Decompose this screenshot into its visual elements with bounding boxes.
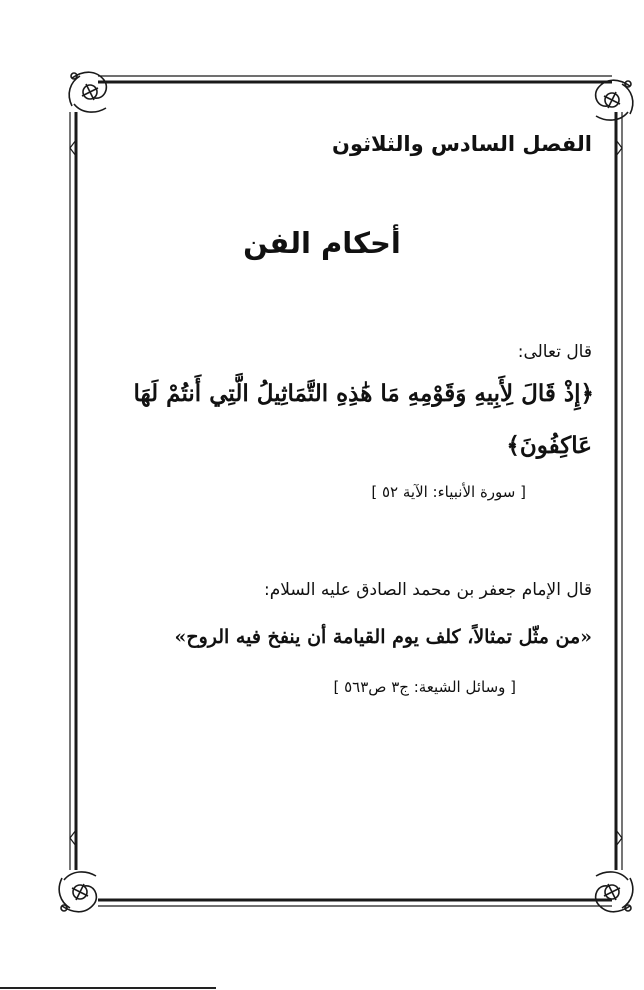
quran-verse-line-1: ﴿إِذْ قَالَ لِأَبِيهِ وَقَوْمِهِ مَا هَٰذِهِ التَّمَاثِيلُ الَّتِي أَنتُمْ لَهَا: [133, 380, 594, 407]
chapter-heading: الفصل السادس والثلاثون: [332, 132, 592, 156]
ornament-top-right-icon: [596, 80, 633, 120]
ornament-bottom-left-icon: [59, 872, 96, 912]
page-title: أحكام الفن: [243, 226, 401, 260]
ornament-top-left-icon: [69, 72, 106, 112]
hadith-intro: قال الإمام جعفر بن محمد الصادق عليه السلام:: [264, 580, 592, 600]
quran-reference: [ سورة الأنبياء: الآية ٥٢ ]: [371, 483, 526, 501]
bottom-rule: [0, 987, 216, 989]
quran-verse-line-2: عَاكِفُونَ﴾: [506, 432, 592, 459]
quran-intro: قال تعالى:: [517, 342, 592, 362]
hadith-text: «من مثّل تمثالاً، كلف يوم القيامة أن ينفخ فيه الروح»: [174, 626, 592, 648]
hadith-reference: [ وسائل الشيعة: ج٣ ص٥٦٣ ]: [333, 678, 516, 696]
